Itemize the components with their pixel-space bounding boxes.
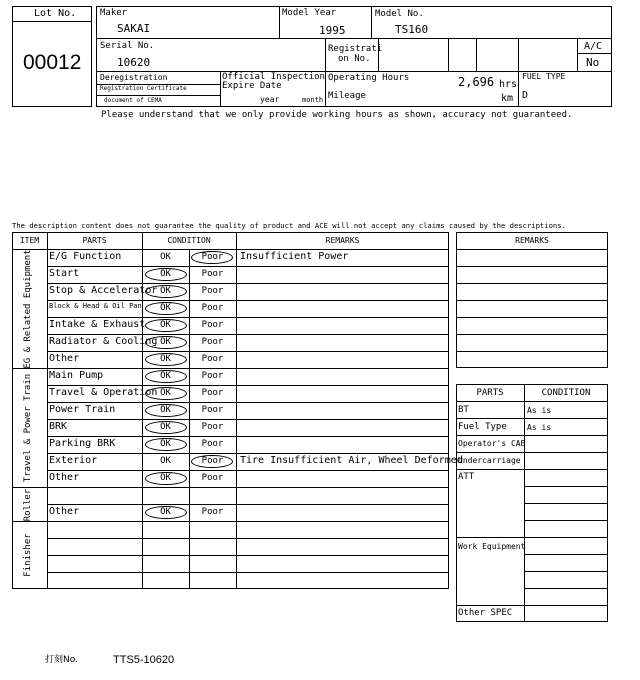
ok-circle-mark bbox=[145, 319, 187, 332]
stamp-no-value: TTS5-10620 bbox=[113, 654, 175, 666]
poor-option: Poor bbox=[201, 371, 224, 381]
part-name: Parking BRK bbox=[49, 438, 116, 449]
part-name: Radiator & Cooling bbox=[49, 336, 158, 347]
poor-option: Poor bbox=[201, 422, 224, 432]
fuel-type-value: D bbox=[522, 90, 529, 101]
poor-circle-mark bbox=[191, 455, 233, 468]
deregistration-label: Deregistration bbox=[100, 73, 168, 82]
inspection-label: Official Inspection bbox=[222, 72, 325, 82]
registration-certificate-label: Registration Certificate bbox=[100, 85, 187, 92]
right-part-work-equipment: Work Equipment bbox=[458, 542, 526, 551]
poor-circle-mark bbox=[191, 251, 233, 264]
cema-label: document of CEMA bbox=[104, 97, 162, 104]
ok-circle-mark bbox=[145, 421, 187, 434]
poor-option: Poor bbox=[201, 439, 224, 449]
ok-option: OK bbox=[160, 252, 171, 262]
ok-option: OK bbox=[160, 439, 171, 449]
ok-option: OK bbox=[160, 286, 171, 296]
ok-option: OK bbox=[160, 303, 171, 313]
parts-header: PARTS bbox=[82, 236, 107, 245]
fuel-type-label: FUEL TYPE bbox=[522, 72, 566, 81]
ok-circle-mark bbox=[145, 370, 187, 383]
item-header: ITEM bbox=[19, 236, 40, 245]
group-label-finisher: Finisher bbox=[23, 533, 33, 577]
model-no-value: TS160 bbox=[395, 23, 429, 36]
ok-circle-mark bbox=[145, 353, 187, 366]
ok-option: OK bbox=[160, 388, 171, 398]
model-year-label: Model Year bbox=[282, 8, 337, 18]
right-parts-header: PARTS bbox=[476, 388, 504, 398]
ac-value: No bbox=[586, 56, 600, 69]
maker-value: SAKAI bbox=[117, 22, 151, 35]
ok-circle-mark bbox=[145, 268, 187, 281]
hrs-unit: hrs bbox=[499, 79, 518, 90]
part-name: Stop & Accelerator bbox=[49, 285, 158, 296]
model-year-value: 1995 bbox=[319, 24, 346, 37]
poor-option: Poor bbox=[201, 337, 224, 347]
poor-option: Poor bbox=[201, 303, 224, 313]
registration-no-label: Registrati bbox=[328, 44, 383, 54]
part-name: Other bbox=[49, 506, 80, 517]
ac-label: A/C bbox=[584, 41, 603, 52]
part-name: Block & Head & Oil Pan bbox=[49, 302, 142, 310]
right-part-fuel-type: Fuel Type bbox=[458, 422, 507, 432]
year-label: year bbox=[260, 95, 280, 104]
ok-option: OK bbox=[160, 405, 171, 415]
ok-circle-mark bbox=[145, 404, 187, 417]
maker-label: Maker bbox=[100, 8, 128, 18]
part-name: Intake & Exhaust bbox=[49, 319, 146, 330]
group-label-travel: Travel & Power Train bbox=[23, 373, 33, 483]
ok-option: OK bbox=[160, 269, 171, 279]
lot-no-label: Lot No. bbox=[34, 8, 77, 19]
part-name: Main Pump bbox=[49, 370, 104, 381]
km-unit: km bbox=[501, 93, 514, 104]
poor-option: Poor bbox=[201, 473, 224, 483]
part-name: Other bbox=[49, 472, 80, 483]
month-label: month bbox=[302, 96, 324, 104]
poor-option: Poor bbox=[201, 286, 224, 296]
model-no-label: Model No. bbox=[375, 9, 424, 19]
group-label-roller: Roller bbox=[23, 488, 33, 522]
ok-option: OK bbox=[160, 371, 171, 381]
poor-option: Poor bbox=[201, 456, 224, 466]
ok-option: OK bbox=[160, 507, 171, 517]
poor-option: Poor bbox=[201, 507, 224, 517]
remark-text: Tire Insufficient Air, Wheel Deformed bbox=[240, 455, 463, 466]
ok-circle-mark bbox=[145, 472, 187, 485]
stamp-no-label: 打刻No. bbox=[45, 655, 78, 665]
disclaimer-text: The description content does not guarantee the quality of product and ACE will not accept any claims caused by the descriptions. bbox=[12, 221, 566, 230]
right-condition-header: CONDITION bbox=[541, 388, 591, 398]
condition-header: CONDITION bbox=[167, 236, 211, 245]
lot-no-value: 00012 bbox=[23, 51, 82, 74]
part-name: Travel & Operation bbox=[49, 387, 158, 398]
inspection-label-2: Expire Date bbox=[222, 81, 282, 91]
ok-option: OK bbox=[160, 422, 171, 432]
remark-text: Insufficient Power bbox=[240, 251, 349, 262]
part-name: Exterior bbox=[49, 455, 98, 466]
ok-circle-mark bbox=[145, 336, 187, 349]
right-cond-bt: As is bbox=[527, 406, 552, 415]
remarks-header: REMARKS bbox=[325, 236, 360, 245]
poor-option: Poor bbox=[201, 354, 224, 364]
operating-hours-label: Operating Hours bbox=[328, 73, 410, 83]
right-cond-fuel-type: As is bbox=[527, 423, 552, 432]
poor-option: Poor bbox=[201, 388, 224, 398]
serial-no-label: Serial No. bbox=[100, 41, 155, 51]
operating-hours-value: 2,696 bbox=[458, 75, 495, 89]
poor-option: Poor bbox=[201, 405, 224, 415]
ok-option: OK bbox=[160, 337, 171, 347]
ok-circle-mark bbox=[145, 438, 187, 451]
part-name: BRK bbox=[49, 421, 68, 432]
group-label-eg: EG & Related Equipment bbox=[23, 249, 33, 369]
part-name: Start bbox=[49, 268, 80, 279]
poor-option: Poor bbox=[201, 269, 224, 279]
ok-circle-mark bbox=[145, 285, 187, 298]
poor-option: Poor bbox=[201, 320, 224, 330]
ok-option: OK bbox=[160, 320, 171, 330]
right-part-undercarriage: Undercarriage bbox=[458, 456, 521, 465]
ok-circle-mark bbox=[145, 387, 187, 400]
right-part-operator-cab: Operator's CAB bbox=[458, 439, 526, 448]
right-part-att: ATT bbox=[458, 472, 475, 482]
ok-option: OK bbox=[160, 473, 171, 483]
ok-option: OK bbox=[160, 456, 171, 466]
right-remarks-header: REMARKS bbox=[515, 236, 549, 245]
part-name: E/G Function bbox=[49, 251, 122, 262]
serial-no-value: 10620 bbox=[117, 56, 151, 69]
right-part-other-spec: Other SPEC bbox=[458, 608, 513, 618]
working-hours-notice: Please understand that we only provide working hours as shown, accuracy not guaranteed. bbox=[101, 110, 573, 120]
part-name: Power Train bbox=[49, 404, 116, 415]
part-name: Other bbox=[49, 353, 80, 364]
poor-option: Poor bbox=[201, 252, 224, 262]
right-part-bt: BT bbox=[458, 405, 469, 415]
ok-option: OK bbox=[160, 354, 171, 364]
ok-circle-mark bbox=[145, 302, 187, 315]
registration-no-label-2: on No. bbox=[338, 54, 371, 64]
mileage-label: Mileage bbox=[328, 91, 366, 101]
ok-circle-mark bbox=[145, 506, 187, 519]
